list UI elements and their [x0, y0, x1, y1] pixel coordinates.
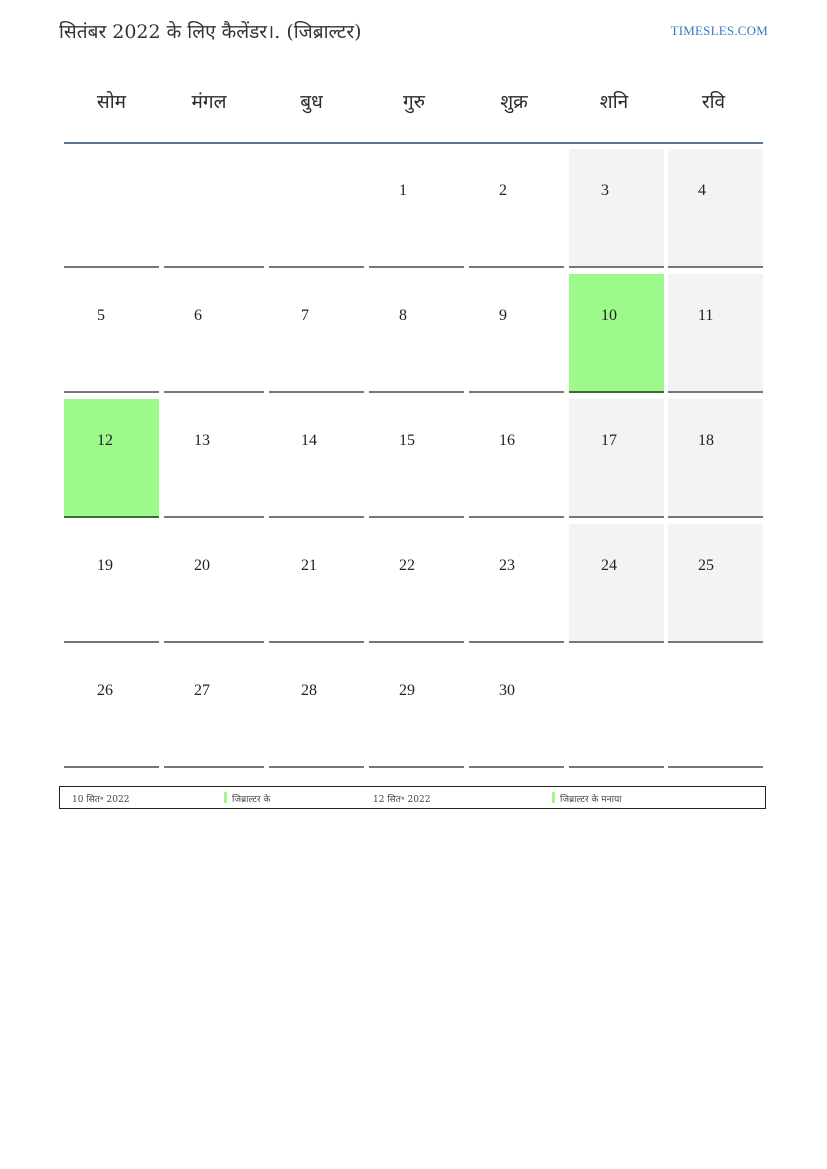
day-cell-13	[164, 399, 264, 518]
day-cell-29	[369, 649, 464, 768]
empty-cell-sun	[668, 649, 763, 768]
day-cell-27	[164, 649, 264, 768]
day-number: 21	[301, 557, 317, 574]
day-cell-16	[469, 399, 564, 518]
day-cell-3	[569, 149, 664, 268]
empty-cell-wed	[269, 149, 364, 268]
legend-date: 12 सित॰ 2022	[373, 795, 431, 805]
legend-date: 10 सित॰ 2022	[72, 795, 130, 805]
day-cell-18	[668, 399, 763, 518]
day-number: 4	[698, 182, 706, 199]
day-cell-11	[668, 274, 763, 393]
day-cell-4	[668, 149, 763, 268]
day-number: 25	[698, 557, 714, 574]
day-number: 16	[499, 432, 515, 449]
day-cell-6	[164, 274, 264, 393]
day-number: 6	[194, 307, 202, 324]
day-number: 5	[97, 307, 105, 324]
day-cell-12	[64, 399, 159, 518]
day-number: 14	[301, 432, 317, 449]
day-number: 8	[399, 307, 407, 324]
legend-swatch	[224, 792, 227, 803]
day-cell-26	[64, 649, 159, 768]
weekday-sun: रवि	[701, 91, 726, 113]
day-number: 27	[194, 682, 210, 699]
day-number: 15	[399, 432, 415, 449]
site-link[interactable]: TIMESLES.COM	[670, 23, 768, 38]
legend-holiday-name: जिब्राल्टर के	[232, 795, 271, 805]
weekday-header	[64, 78, 763, 126]
holiday-legend	[59, 786, 766, 809]
day-number: 22	[399, 557, 415, 574]
header-divider	[64, 142, 763, 144]
empty-cell-sat	[569, 649, 664, 768]
day-cell-28	[269, 649, 364, 768]
day-number: 26	[97, 682, 113, 699]
day-cell-30	[469, 649, 564, 768]
day-cell-19	[64, 524, 159, 643]
day-number: 28	[301, 682, 317, 699]
weekday-wed: बुध	[300, 91, 323, 113]
day-number: 24	[601, 557, 617, 574]
day-number: 19	[97, 557, 113, 574]
day-cell-25	[668, 524, 763, 643]
day-number: 17	[601, 432, 617, 449]
day-number: 7	[301, 307, 309, 324]
day-cell-17	[569, 399, 664, 518]
day-number: 12	[97, 432, 113, 449]
day-number: 10	[601, 307, 617, 324]
day-cell-5	[64, 274, 159, 393]
day-number: 2	[499, 182, 507, 199]
day-cell-7	[269, 274, 364, 393]
day-number: 29	[399, 682, 415, 699]
weekday-mon: सोम	[96, 91, 127, 113]
day-cell-22	[369, 524, 464, 643]
day-cell-21	[269, 524, 364, 643]
day-cell-15	[369, 399, 464, 518]
day-number: 9	[499, 307, 507, 324]
empty-cell-mon	[64, 149, 159, 268]
day-number: 3	[601, 182, 609, 199]
day-number: 1	[399, 182, 407, 199]
day-number: 30	[499, 682, 515, 699]
day-cell-2	[469, 149, 564, 268]
day-cell-20	[164, 524, 264, 643]
weekday-fri: शुक्र	[500, 91, 528, 113]
day-cell-8	[369, 274, 464, 393]
day-cell-1	[369, 149, 464, 268]
day-number: 18	[698, 432, 714, 449]
day-cell-23	[469, 524, 564, 643]
legend-swatch	[552, 792, 555, 803]
day-number: 13	[194, 432, 210, 449]
day-cell-10	[569, 274, 664, 393]
day-cell-14	[269, 399, 364, 518]
weekday-tue: मंगल	[191, 91, 227, 113]
day-number: 20	[194, 557, 210, 574]
day-cell-9	[469, 274, 564, 393]
calendar-title: सितंबर 2022 के लिए कैलेंडर।. (जिब्राल्टर)	[59, 21, 362, 43]
day-cell-24	[569, 524, 664, 643]
empty-cell-tue	[164, 149, 264, 268]
weekday-thu: गुरु	[402, 91, 426, 113]
day-number: 23	[499, 557, 515, 574]
weekday-sat: शनि	[599, 91, 629, 113]
legend-holiday-name: जिब्राल्टर के मनाया	[560, 795, 622, 805]
day-number: 11	[698, 307, 714, 324]
